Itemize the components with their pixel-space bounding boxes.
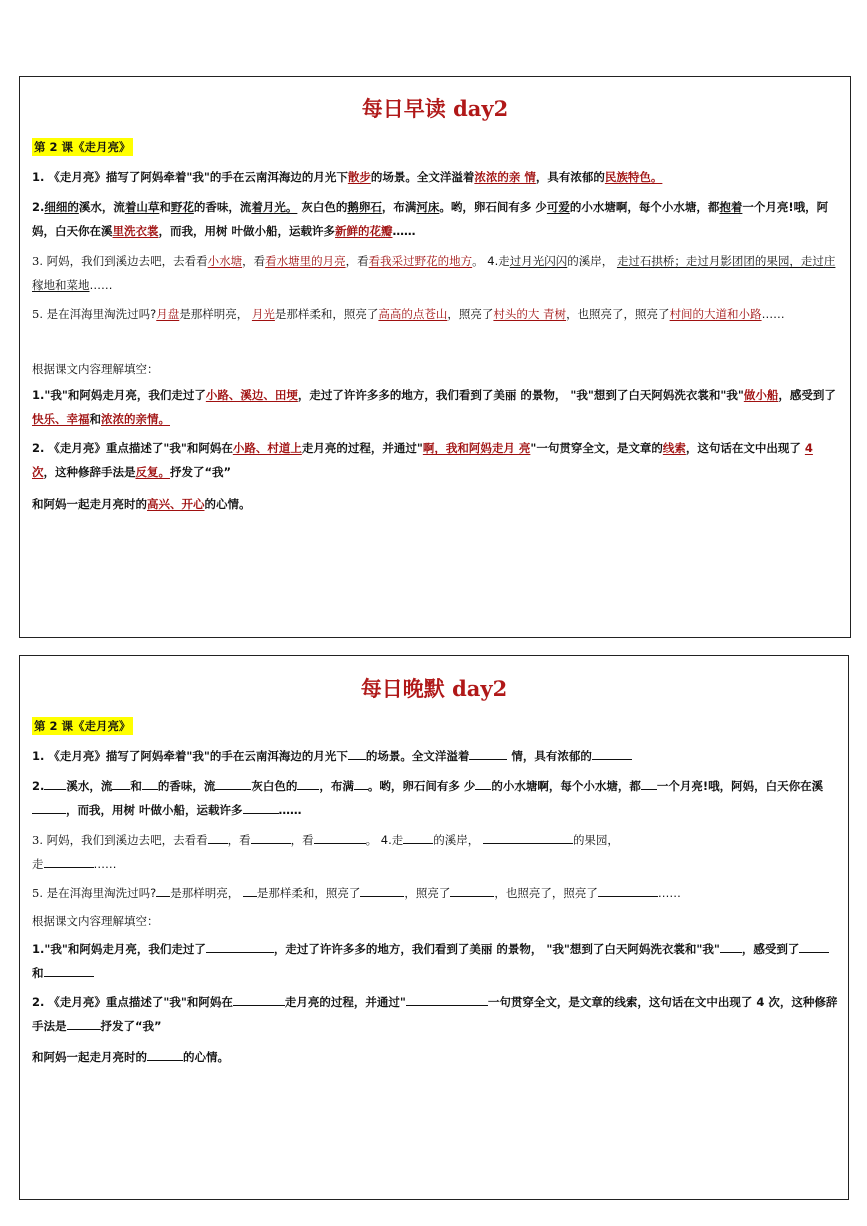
blank-field[interactable] xyxy=(243,801,279,814)
blank-field[interactable] xyxy=(142,777,158,790)
blank-field[interactable] xyxy=(297,777,319,790)
blank-field[interactable] xyxy=(720,940,742,953)
blank-field[interactable] xyxy=(147,1048,183,1061)
blank-field[interactable] xyxy=(44,777,66,790)
blank-field[interactable] xyxy=(799,940,829,953)
evening-question-2: 2. 《走月亮》重点描述了"我"和阿妈在 走月亮的过程，并通过" 一句贯穿全文，是文章的线索，这句话在文中出现了 4 次，这种修辞手法是 抒发了“我” xyxy=(32,995,838,1033)
morning-paragraph-3: 3. 阿妈，我们到溪边去吧，去看看小水塘，看看水塘里的月亮，看看我采过野花的地方。 4.走过月光闪闪的溪岸， 走过石拱桥；走过月影团团的果园，走过庄稼地和菜地…… xyxy=(32,254,836,292)
evening-section-heading: 根据课文内容理解填空： xyxy=(32,914,159,928)
morning-paragraph-1: 1. 《走月亮》描写了阿妈牵着"我"的手在云南洱海边的月光下散步的场景。全文洋溢着浓浓的亲 情，具有浓郁的民族特色。 xyxy=(32,170,663,184)
blank-field[interactable] xyxy=(44,855,94,868)
blank-field[interactable] xyxy=(475,777,491,790)
blank-field[interactable] xyxy=(598,884,658,897)
evening-paragraph-2: 2. 溪水，流 和 的香味，流 灰白色的 ，布满 。哟，卵石间有多 少 的小水塘啊，每个小水塘，都 一个月亮!哦，阿妈，白天你在溪，而我，用树 叶做小船，运载许多 …… xyxy=(32,779,824,817)
blank-field[interactable] xyxy=(251,831,291,844)
evening-dictation-panel xyxy=(19,655,849,1200)
evening-lesson-label: 第 2 课《走月亮》 xyxy=(34,719,131,733)
blank-field[interactable] xyxy=(156,884,170,897)
blank-field[interactable] xyxy=(348,747,366,760)
morning-lesson-label: 第 2 课《走月亮》 xyxy=(34,140,131,154)
morning-section-heading: 根据课文内容理解填空： xyxy=(32,362,159,376)
evening-paragraph-5: 5. 是在洱海里淘洗过吗? 是那样明亮， 是那样柔和，照亮了 ，照亮了 ，也照亮了，照亮了 …… xyxy=(32,886,681,900)
blank-field[interactable] xyxy=(641,777,657,790)
evening-question-2-end: 和阿妈一起走月亮时的 的心情。 xyxy=(32,1050,229,1064)
blank-field[interactable] xyxy=(243,884,257,897)
blank-field[interactable] xyxy=(44,964,94,977)
evening-question-1: 1."我"和阿妈走月亮，我们走过了 ，走过了许许多多的地方，我们看到了美丽 的景物， "我"想到了白天阿妈洗衣裳和"我" ，感受到了和 xyxy=(32,937,838,985)
blank-field[interactable] xyxy=(360,884,404,897)
morning-question-2-end: 和阿妈一起走月亮时的高兴、开心的心情。 xyxy=(32,497,251,511)
morning-reading-panel xyxy=(19,76,851,638)
morning-paragraph-5: 5. 是在洱海里淘洗过吗?月盘是那样明亮， 月光是那样柔和，照亮了高高的点苍山，照亮了村头的大 青树，也照亮了，照亮了村间的大道和小路…… xyxy=(32,307,785,321)
blank-field[interactable] xyxy=(483,831,573,844)
evening-title: 每日晚默 day2 xyxy=(360,676,508,701)
blank-field[interactable] xyxy=(32,801,66,814)
evening-paragraph-1: 1. 《走月亮》描写了阿妈牵着"我"的手在云南洱海边的月光下 的场景。全文洋溢着 情，具有浓郁的 xyxy=(32,744,838,768)
blank-field[interactable] xyxy=(233,993,285,1006)
morning-question-1: 1."我"和阿妈走月亮，我们走过了小路、溪边、田埂，走过了许许多多的地方，我们看到了美丽 的景物， "我"想到了白天阿妈洗衣裳和"我"做小船，感受到了快乐、幸福和浓浓的亲情。 xyxy=(32,388,836,426)
morning-title: 每日早读 day2 xyxy=(361,96,509,121)
blank-field[interactable] xyxy=(206,940,274,953)
blank-field[interactable] xyxy=(354,777,368,790)
blank-field[interactable] xyxy=(403,831,433,844)
blank-field[interactable] xyxy=(67,1017,101,1030)
blank-field[interactable] xyxy=(314,831,366,844)
morning-question-2: 2. 《走月亮》重点描述了"我"和阿妈在小路、村道上走月亮的过程，并通过"啊，我和阿妈走月 亮"一句贯穿全文，是文章的线索，这句话在文中出现了 4 次，这种修辞手法是反复。抒发了“我” xyxy=(32,441,813,479)
blank-field[interactable] xyxy=(469,747,507,760)
blank-field[interactable] xyxy=(215,777,251,790)
blank-field[interactable] xyxy=(450,884,494,897)
blank-field[interactable] xyxy=(592,747,632,760)
blank-field[interactable] xyxy=(112,777,130,790)
blank-field[interactable] xyxy=(208,831,228,844)
morning-paragraph-2: 2.细细的溪水，流着山草和野花的香味，流着月光。 灰白色的鹅卵石，布满河床。哟，卵石间有多 少可爱的小水塘啊，每个小水塘，都抱着一个月亮!哦，阿妈，白天你在溪里洗衣裳，而我，用树 叶做小船，运载许多新鲜的花瓣…… xyxy=(32,200,829,238)
blank-field[interactable] xyxy=(406,993,488,1006)
evening-paragraph-3: 3. 阿妈，我们到溪边去吧，去看看 ，看 ，看 。 4.走 的溪岸， 的果园， 走 …… xyxy=(32,833,619,871)
